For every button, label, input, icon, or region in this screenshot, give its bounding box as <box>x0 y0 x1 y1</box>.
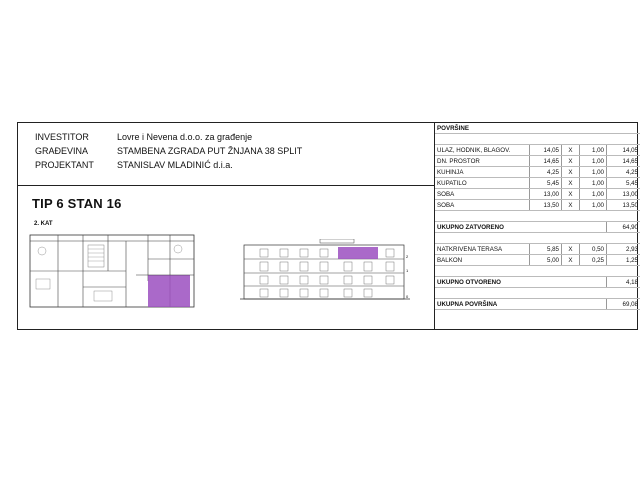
room-total: 1,25 <box>607 255 640 266</box>
coefficient: 1,00 <box>580 189 607 200</box>
room-total: 2,93 <box>607 244 640 255</box>
area-row <box>435 156 640 167</box>
room-area: 4,25 <box>530 167 562 178</box>
building-elevation <box>240 239 415 305</box>
room-area: 13,00 <box>530 189 562 200</box>
multiply-sign: X <box>562 189 580 200</box>
unit-title: TIP 6 STAN 16 <box>32 196 122 211</box>
multiply-sign: X <box>562 244 580 255</box>
designer-row <box>35 160 233 171</box>
room-name: SOBA <box>435 200 530 211</box>
area-row <box>435 255 640 266</box>
area-row <box>435 200 640 211</box>
investor-value: Lovre i Nevena d.o.o. za građenje <box>117 132 253 142</box>
multiply-sign: X <box>562 178 580 189</box>
room-name: ULAZ, HODNIK, BLAGOV. <box>435 145 530 156</box>
room-area: 5,00 <box>530 255 562 266</box>
area-panel <box>434 123 640 329</box>
area-row <box>435 189 640 200</box>
open-total-value: 4,18 <box>607 277 640 288</box>
area-heading: POVRŠINE <box>435 123 640 134</box>
coefficient: 1,00 <box>580 145 607 156</box>
room-total: 4,25 <box>607 167 640 178</box>
room-total: 14,05 <box>607 145 640 156</box>
room-name: KUPATILO <box>435 178 530 189</box>
grand-total-label: UKUPNA POVRŠINA <box>435 299 607 310</box>
coefficient: 0,25 <box>580 255 607 266</box>
investor-row <box>35 132 252 143</box>
multiply-sign: X <box>562 200 580 211</box>
investor-label: INVESTITOR <box>35 132 89 142</box>
floor-plan <box>28 231 196 311</box>
unit-16-elevation-highlight <box>338 247 378 259</box>
project-sheet <box>17 122 638 330</box>
multiply-sign: X <box>562 145 580 156</box>
room-name: SOBA <box>435 189 530 200</box>
room-total: 14,65 <box>607 156 640 167</box>
coefficient: 1,00 <box>580 156 607 167</box>
room-area: 5,45 <box>530 178 562 189</box>
area-row <box>435 244 640 255</box>
designer-label: PROJEKTANT <box>35 160 94 170</box>
coefficient: 1,00 <box>580 178 607 189</box>
room-area: 14,65 <box>530 156 562 167</box>
floor-mark-1: 1 <box>406 268 409 273</box>
room-total: 5,45 <box>607 178 640 189</box>
room-area: 13,50 <box>530 200 562 211</box>
grand-total-value: 69,08 <box>607 299 640 310</box>
area-row <box>435 167 640 178</box>
room-area: 14,05 <box>530 145 562 156</box>
coefficient: 1,00 <box>580 167 607 178</box>
area-row <box>435 145 640 156</box>
area-table <box>435 123 640 310</box>
multiply-sign: X <box>562 255 580 266</box>
building-value: STAMBENA ZGRADA PUT ŽNJANA 38 SPLIT <box>117 146 303 156</box>
coefficient: 0,50 <box>580 244 607 255</box>
room-name: NATKRIVENA TERASA <box>435 244 530 255</box>
coefficient: 1,00 <box>580 200 607 211</box>
project-header <box>18 123 434 186</box>
building-row <box>35 146 302 157</box>
multiply-sign: X <box>562 156 580 167</box>
room-total: 13,50 <box>607 200 640 211</box>
room-name: DN. PROSTOR <box>435 156 530 167</box>
closed-total-value: 64,90 <box>607 222 640 233</box>
designer-value: STANISLAV MLADINIĆ d.i.a. <box>117 160 233 170</box>
unit-16-highlight <box>148 275 170 307</box>
area-row <box>435 178 640 189</box>
closed-total-label: UKUPNO ZATVORENO <box>435 222 607 233</box>
floor-label: 2. KAT <box>34 221 53 227</box>
floor-mark-0: 0 <box>406 294 409 299</box>
open-total-label: UKUPNO OTVORENO <box>435 277 607 288</box>
room-name: BALKON <box>435 255 530 266</box>
room-name: KUHINJA <box>435 167 530 178</box>
room-total: 13,00 <box>607 189 640 200</box>
floor-mark-2: 2 <box>406 254 409 259</box>
unit-16-highlight-balcony <box>170 275 190 307</box>
building-label: GRAĐEVINA <box>35 146 89 156</box>
multiply-sign: X <box>562 167 580 178</box>
room-area: 5,85 <box>530 244 562 255</box>
